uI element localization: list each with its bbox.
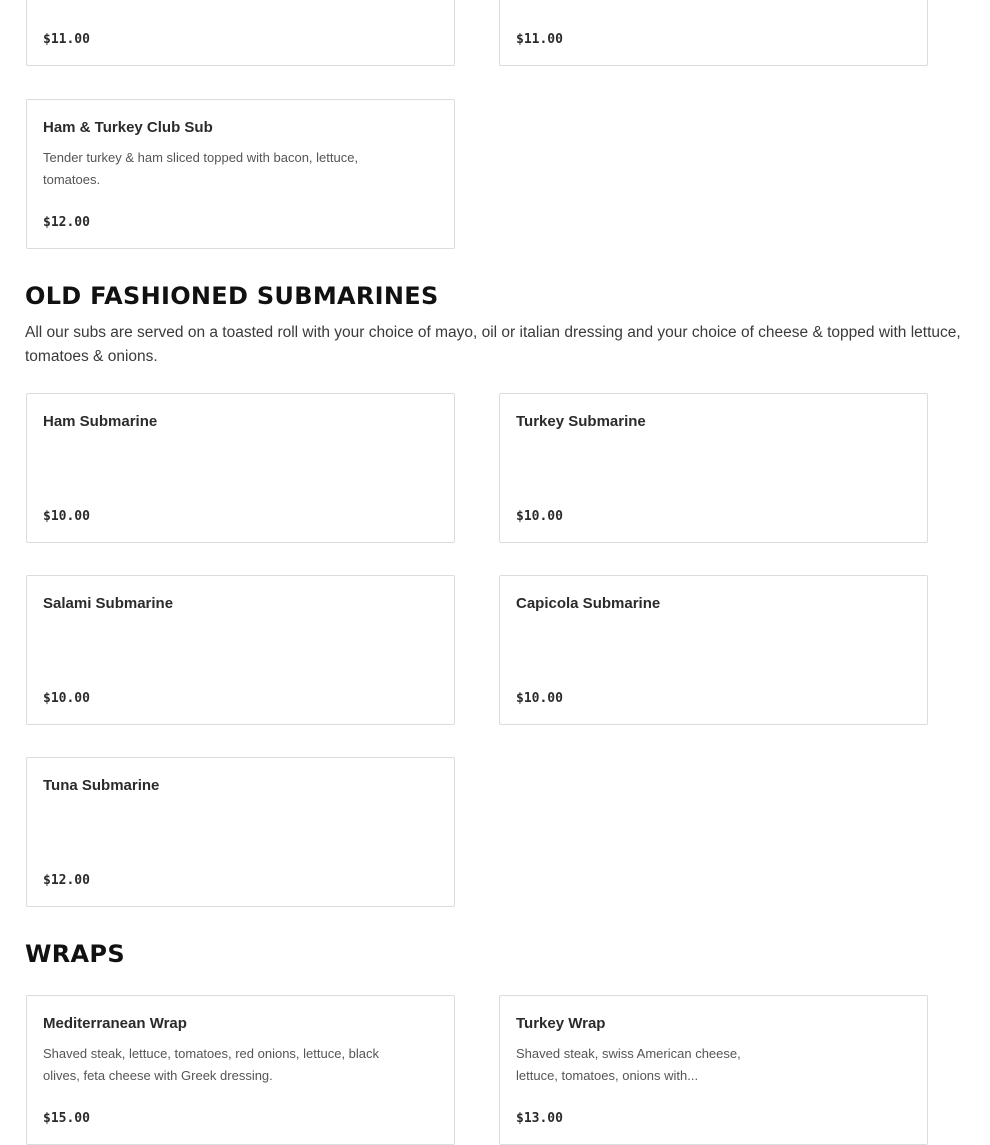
menu-item-name: Ham Submarine <box>43 413 158 430</box>
menu-item-card[interactable] <box>26 757 455 907</box>
menu-item-name: Tuna Submarine <box>43 777 160 794</box>
menu-item-card[interactable] <box>26 995 455 1145</box>
menu-item-name: Salami Submarine <box>43 595 174 612</box>
menu-item-card[interactable] <box>26 393 455 543</box>
menu-item-price: $12.00 <box>43 873 90 888</box>
menu-item-card[interactable] <box>499 575 928 725</box>
menu-item-price: $10.00 <box>43 509 90 524</box>
menu-item-price: $10.00 <box>516 691 563 706</box>
menu-item-description: Shaved steak, lettuce, tomatoes, red onions, lettuce, black olives, feta cheese with Greek dressing. <box>43 1046 380 1083</box>
menu-item-description: Tender turkey & ham sliced topped with bacon, lettuce, tomatoes. <box>43 150 359 187</box>
section-title: OLD FASHIONED SUBMARINES <box>25 282 439 310</box>
menu-item-name: Mediterranean Wrap <box>43 1015 187 1032</box>
menu-item-price: $10.00 <box>516 509 563 524</box>
menu-item-card[interactable] <box>26 575 455 725</box>
menu-item-price: $10.00 <box>43 691 90 706</box>
menu-item-card[interactable] <box>26 99 455 249</box>
menu-item-card[interactable] <box>26 0 455 66</box>
menu-item-price: $11.00 <box>516 32 563 47</box>
section-description: All our subs are served on a toasted roll with your choice of mayo, oil or italian dressing and your choice of cheese & topped with lettuce, tomatoes & onions. <box>25 324 961 365</box>
menu-item-card[interactable] <box>499 0 928 66</box>
menu-item-name: Ham & Turkey Club Sub <box>43 119 213 136</box>
menu-item-price: $11.00 <box>43 32 90 47</box>
menu-item-price: $15.00 <box>43 1111 90 1126</box>
menu-item-name: Turkey Submarine <box>516 413 646 430</box>
menu-item-description: Shaved steak, swiss American cheese, lettuce, tomatoes, onions with... <box>516 1046 741 1083</box>
menu-item-price: $12.00 <box>43 215 90 230</box>
section-title: WRAPS <box>25 940 125 968</box>
menu-item-card[interactable] <box>499 393 928 543</box>
menu-item-card[interactable] <box>499 995 928 1145</box>
menu-item-name: Capicola Submarine <box>516 595 661 612</box>
menu-item-name: Turkey Wrap <box>516 1015 606 1032</box>
menu-item-price: $13.00 <box>516 1111 563 1126</box>
